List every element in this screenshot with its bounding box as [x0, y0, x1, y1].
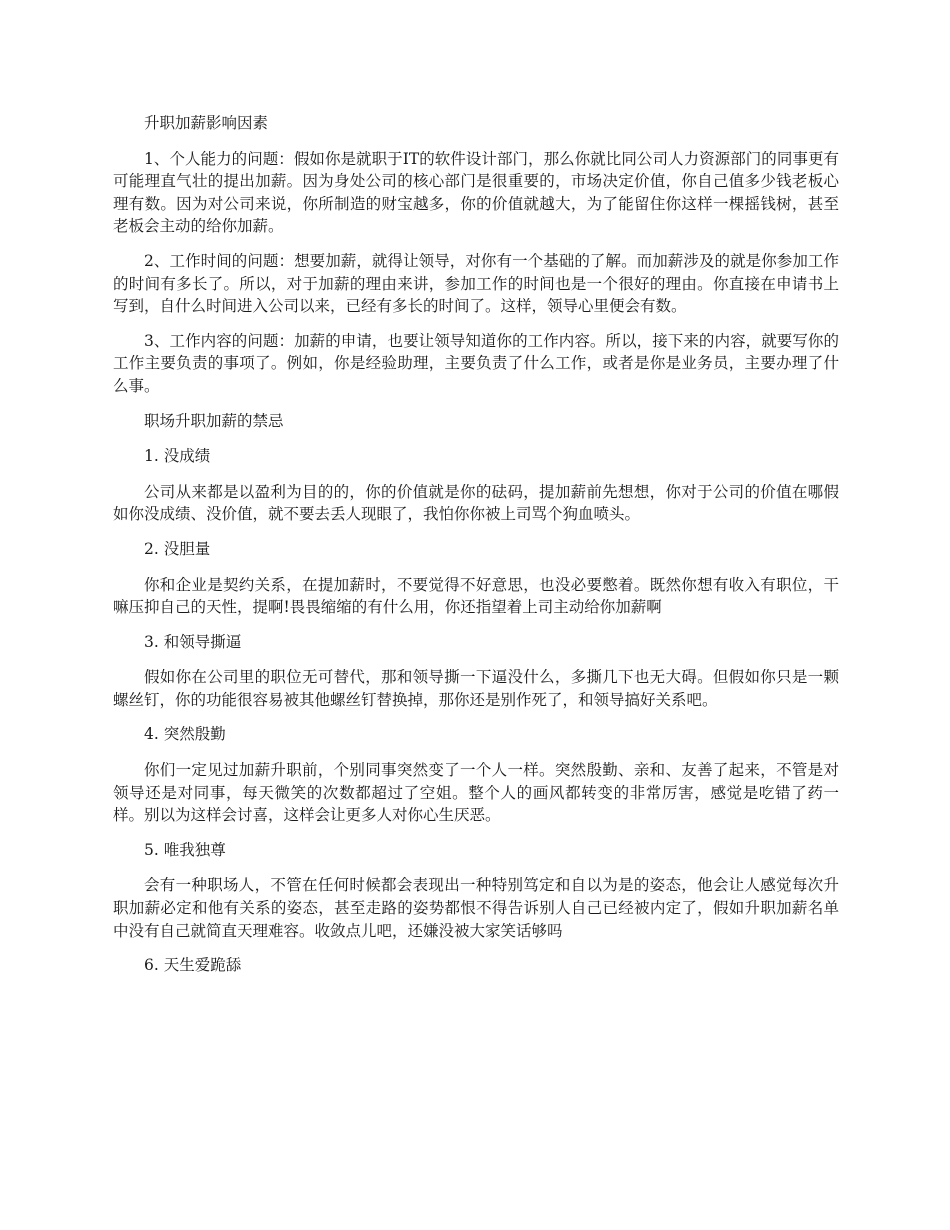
taboo-paragraph-3: 假如你在公司里的职位无可替代，那和领导撕一下逼没什么，多撕几下也无大碍。但假如你只是一颗螺丝钉，你的功能很容易被其他螺丝钉替换掉，那你还是别作死了，和领导搞好关系吧。 — [113, 668, 839, 709]
taboo-paragraph-4: 你们一定见过加薪升职前，个别同事突然变了一个人一样。突然殷勤、亲和、友善了起来，不管是对领导还是对同事，每天微笑的次数都超过了空姐。整个人的画风都转变的非常厉害，感觉是吃错了药一样。别以为这样会讨喜，这样会让更多人对你心生厌恶。 — [113, 761, 839, 825]
taboo-paragraph-5: 会有一种职场人，不管在任何时候都会表现出一种特别笃定和自以为是的姿态，他会让人感觉每次升职加薪必定和他有关系的姿态，甚至走路的姿势都恨不得告诉别人自己已经被内定了，假如升职加薪名单中没有自己就简直天理难容。收敛点儿吧，还嫌没被大家笑话够吗 — [113, 876, 839, 940]
section-title-factors: 升职加薪影响因素 — [144, 114, 269, 132]
document-page — [113, 112, 839, 990]
section-title-taboos: 职场升职加薪的禁忌 — [144, 411, 284, 430]
taboo-heading-3: 3. 和领导撕逼 — [144, 632, 242, 651]
taboo-heading-5: 5. 唯我独尊 — [144, 840, 226, 859]
taboo-heading-1: 1. 没成绩 — [144, 447, 211, 466]
taboo-paragraph-1: 公司从来都是以盈利为目的的，你的价值就是你的砝码，提加薪前先想想，你对于公司的价值在哪假如你没成绩、没价值，就不要去丢人现眼了，我怕你你被上司骂个狗血喷头。 — [113, 482, 839, 524]
taboo-heading-6: 6. 天生爱跪舔 — [144, 956, 242, 975]
paragraph-work-content: 3、工作内容的问题：加薪的申请，也要让领导知道你的工作内容。所以，接下来的内容，就要写你的工作主要负责的事项了。例如，你是经验助理，主要负责了什么工作，或者是你是业务员，主要办理了什么事。 — [113, 331, 839, 395]
paragraph-ability: 1、个人能力的问题：假如你是就职于IT的软件设计部门，那么你就比同公司人力资源部门的同事更有可能理直气壮的提出加薪。因为身处公司的核心部门是很重要的，市场决定价值，你自己值多少钱老板心理有数。因为对公司来说，你所制造的财宝越多，你的价值就越大，为了能留住你这样一棵摇钱树，甚至老板会主动的给你加薪。 — [113, 149, 839, 236]
taboo-heading-2: 2. 没胆量 — [144, 539, 211, 558]
taboo-paragraph-2: 你和企业是契约关系，在提加薪时，不要觉得不好意思，也没必要憋着。既然你想有收入有职位，干嘛压抑自己的天性，提啊!畏畏缩缩的有什么用，你还指望着上司主动给你加薪啊 — [113, 575, 839, 617]
taboo-heading-4: 4. 突然殷勤 — [144, 725, 226, 744]
paragraph-work-time: 2、工作时间的问题：想要加薪，就得让领导，对你有一个基础的了解。而加薪涉及的就是你参加工作的时间有多长了。所以，对于加薪的理由来讲，参加工作的时间也是一个很好的理由。你直接在申请书上写到，自什么时间进入公司以来，已经有多长的时间了。这样，领导心里便会有数。 — [113, 251, 839, 316]
